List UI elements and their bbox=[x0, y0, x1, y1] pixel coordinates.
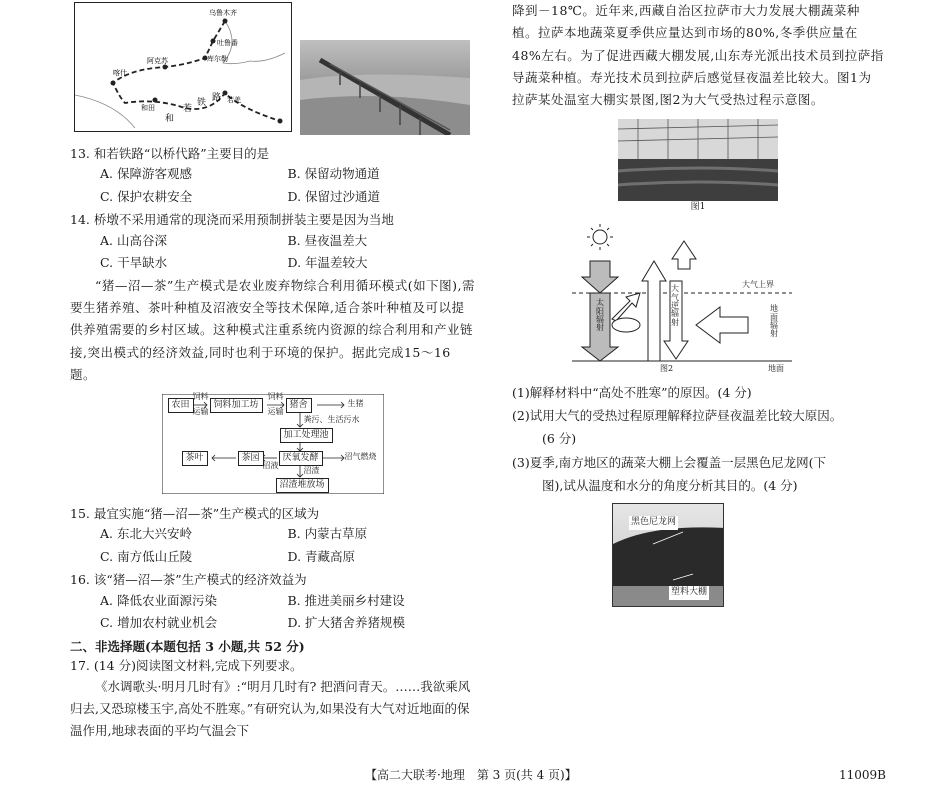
map-label-kashgar: 喀什 bbox=[113, 69, 127, 77]
q13-option-a[interactable]: A. 保障游客观感 bbox=[100, 166, 192, 182]
railway-map bbox=[74, 2, 292, 132]
question-13 bbox=[70, 144, 475, 208]
figure-row-railway bbox=[70, 0, 475, 142]
section-2-heading: 二、非选择题(本题包括 3 小题,共 52 分) bbox=[70, 638, 305, 654]
q15-option-a[interactable]: A. 东北大兴安岭 bbox=[100, 526, 192, 542]
flow-label-manure: 粪污、生活污水 bbox=[303, 415, 360, 424]
q17-sub1: (1)解释材料中“高处不胜寒”的原因。(4 分) bbox=[512, 385, 752, 401]
fig1-caption: 图1 bbox=[690, 202, 706, 213]
q15-stem: 15. 最宜实施“猪—沼—茶”生产模式的区域为 bbox=[70, 506, 320, 521]
q17-sub3-cont: 图),试从温度和水分的角度分析其目的。(4 分) bbox=[542, 477, 798, 493]
flow-box-treatment-pool: 加工处理池 bbox=[280, 428, 333, 443]
flow-box-feed-mill: 饲料加工坊 bbox=[210, 398, 263, 413]
map-label-hotan: 和田 bbox=[141, 104, 155, 112]
label-ground: 地面 bbox=[768, 364, 784, 374]
label-counter-radiation: 大气逆辐射 bbox=[671, 284, 679, 327]
q17-stem: 17. (14 分)阅读图文材料,完成下列要求。 bbox=[70, 658, 303, 674]
q16-stem: 16. 该“猪—沼—茶”生产模式的经济效益为 bbox=[70, 572, 307, 588]
atmosphere-heating-diagram bbox=[572, 221, 792, 381]
label-black-nylon-net: 黑色尼龙网 bbox=[629, 516, 678, 530]
footer-page-info: 【高二大联考·地理 第 3 页(共 4 页)】 bbox=[365, 768, 577, 782]
flow-box-anaerobic: 厌氧发酵 bbox=[279, 451, 323, 466]
flow-label-feed-1: 饲料 bbox=[192, 392, 209, 401]
q16-option-a[interactable]: A. 降低农业面源污染 bbox=[100, 592, 217, 608]
map-label-aksu: 阿克苏 bbox=[147, 57, 168, 65]
question-14 bbox=[70, 210, 475, 274]
question-15 bbox=[70, 504, 475, 568]
flow-label-pigs: 生猪 bbox=[347, 399, 364, 408]
footer-code: 11009B bbox=[839, 768, 886, 782]
q14-option-a[interactable]: A. 山高谷深 bbox=[100, 232, 167, 248]
q17-material: 《水调歌头·明月几时有》:“明月几时有? 把酒问青天。……我欲乘风归去,又恐琼楼玉宇,高处不胜寒。”有研究认为,如果没有大气对近地面的保温作用,地球表面的平均气温会下 bbox=[70, 678, 471, 738]
map-label-ruoqiang: 若羌 bbox=[227, 96, 241, 104]
q16-option-b[interactable]: B. 推进美丽乡村建设 bbox=[287, 592, 405, 608]
fig2-caption: 图2 bbox=[660, 364, 674, 374]
flow-box-residue-yard: 沼渣堆放场 bbox=[276, 478, 329, 493]
map-label-urumqi: 乌鲁木齐 bbox=[209, 9, 237, 17]
q15-option-d[interactable]: D. 青藏高原 bbox=[287, 548, 356, 564]
map-label-railway-3: 铁 bbox=[197, 98, 207, 108]
q17-sub3: (3)夏季,南方地区的蔬菜大棚上会覆盖一层黑色尼龙网(下 bbox=[512, 454, 827, 470]
q14-stem: 14. 桥墩不采用通常的现浇而采用预制拼装主要是因为当地 bbox=[70, 212, 394, 228]
flow-label-slurry: 沼液 bbox=[262, 461, 279, 470]
right-column bbox=[512, 0, 884, 607]
q16-option-c[interactable]: C. 增加农村就业机会 bbox=[100, 615, 218, 631]
flow-label-transport-2: 运输 bbox=[267, 407, 284, 416]
q17-material-continued: 降到－18℃。近年来,西藏自治区拉萨市大力发展大棚蔬菜种植。拉萨本地蔬菜夏季供应量达到市场的80%,冬季供应量在48%左右。为了促进西藏大棚发展,山东寿光派出技术员到拉萨指导蔬菜种植。寿光技术员到拉萨后感觉昼夜温差比较大。图1为拉萨某处温室大棚实景图,图2为大气受热过程示意图。 bbox=[512, 3, 884, 107]
left-column bbox=[70, 0, 475, 742]
q14-option-b[interactable]: B. 昼夜温差大 bbox=[287, 232, 368, 248]
q14-option-d[interactable]: D. 年温差较大 bbox=[287, 255, 368, 271]
q14-option-c[interactable]: C. 干旱缺水 bbox=[100, 255, 168, 271]
q13-stem: 13. 和若铁路“以桥代路”主要目的是 bbox=[70, 146, 270, 161]
flow-label-biogas: 沼气燃烧 bbox=[344, 452, 377, 461]
q15-option-c[interactable]: C. 南方低山丘陵 bbox=[100, 548, 193, 564]
flow-box-pigsty: 猪舍 bbox=[286, 398, 312, 413]
bridge-photo-drawing bbox=[300, 40, 470, 135]
flow-box-farmland: 农田 bbox=[168, 398, 194, 413]
bridge-photo bbox=[300, 40, 470, 135]
greenhouse-photo-drawing bbox=[618, 119, 778, 201]
label-ground-radiation: 地面辐射 bbox=[770, 304, 778, 339]
q17-sub2-points: (6 分) bbox=[542, 431, 577, 447]
pig-biogas-tea-flowchart bbox=[162, 394, 384, 494]
greenhouse-photo bbox=[618, 119, 778, 201]
map-label-railway-2: 若 bbox=[183, 104, 193, 114]
q17-subquestions bbox=[512, 381, 884, 497]
shade-net-greenhouse-photo bbox=[612, 503, 724, 607]
railway-map-drawing bbox=[75, 3, 292, 132]
q13-option-c[interactable]: C. 保护农耕安全 bbox=[100, 188, 193, 204]
question-16 bbox=[70, 570, 475, 634]
q17-sub2: (2)试用大气的受热过程原理解释拉萨昼夜温差比较大原因。 bbox=[512, 408, 843, 424]
q15-option-b[interactable]: B. 内蒙古草原 bbox=[287, 526, 368, 542]
flow-label-feed-2: 饲料 bbox=[267, 392, 284, 401]
intro-15-16: “猪—沼—茶”生产模式是农业废弃物综合利用循环模式(如下图),需要生猪养殖、茶叶种植及沼液安全等技术保障,适合茶叶种植及可以提供养殖需要的乡村区域。这种模式注重系统内资源的综合利用和产业链接,突出模式的经济效益,同时也利于环境的保护。据此完成15～16题。 bbox=[70, 277, 476, 382]
label-atmosphere-top: 大气上界 bbox=[742, 280, 774, 290]
q16-option-d[interactable]: D. 扩大猪舍养猪规模 bbox=[287, 615, 406, 631]
flow-label-transport-1: 运输 bbox=[192, 407, 209, 416]
map-label-turpan: 吐鲁番 bbox=[217, 39, 238, 47]
q13-option-d[interactable]: D. 保留过沙通道 bbox=[287, 188, 381, 204]
map-label-railway-4: 路 bbox=[212, 93, 222, 103]
flow-box-tea-garden: 茶园 bbox=[238, 451, 264, 466]
label-solar-radiation: 太阳辐射 bbox=[596, 298, 604, 333]
label-plastic-greenhouse: 塑料大棚 bbox=[669, 586, 709, 600]
map-label-railway-1: 和 bbox=[165, 114, 175, 124]
flow-box-tea-leaves: 茶叶 bbox=[182, 451, 208, 466]
q13-option-b[interactable]: B. 保留动物通道 bbox=[287, 166, 380, 182]
flow-label-residue: 沼渣 bbox=[303, 466, 320, 475]
map-label-korla: 库尔勒 bbox=[207, 55, 228, 63]
